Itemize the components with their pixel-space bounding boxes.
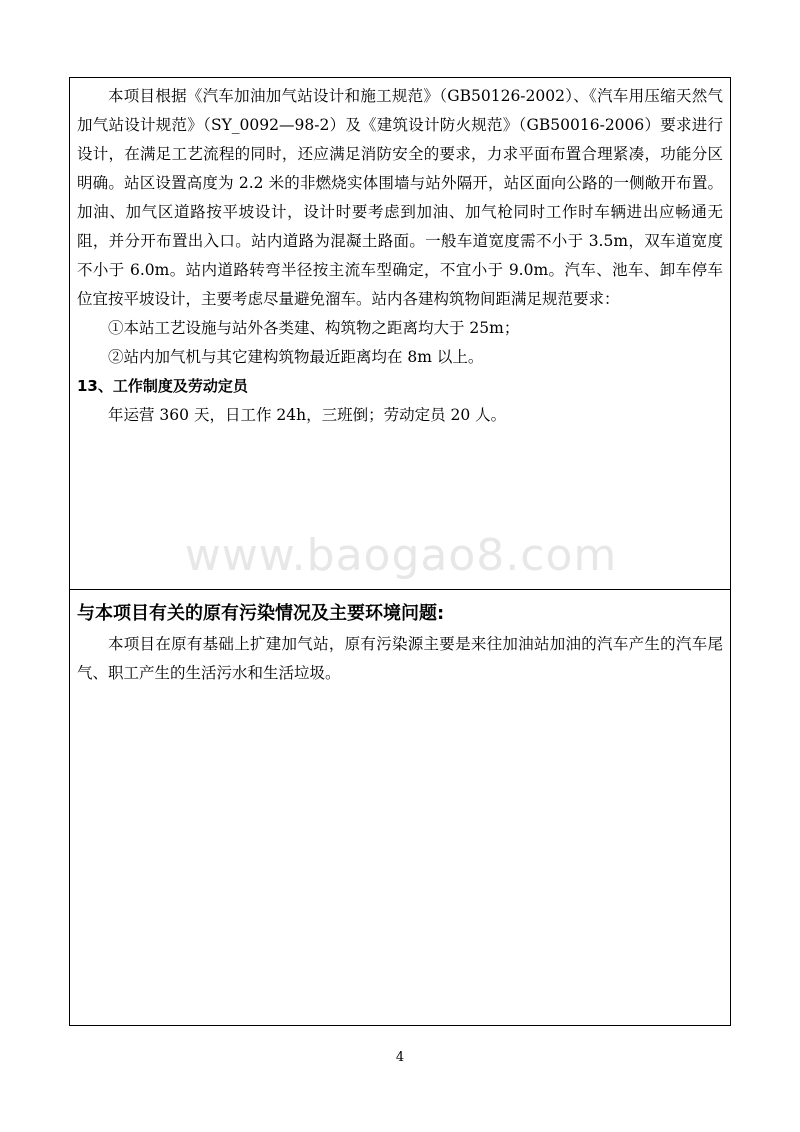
project-layout-cell <box>77 82 723 430</box>
distance-item-2: ②站内加气机与其它建构筑物最近距离均在 8m 以上。 <box>108 348 484 366</box>
section-13-heading: 13、工作制度及劳动定员 <box>77 377 248 395</box>
pollution-section-title: 与本项目有关的原有污染情况及主要环境问题: <box>77 603 445 624</box>
cell-divider <box>70 589 730 590</box>
pollution-paragraph: 本项目在原有基础上扩建加气站，原有污染源主要是来往加油站加油的汽车产生的汽车尾气、职工产生的生活污水和生活垃圾。 <box>77 635 723 682</box>
pollution-cell <box>77 598 723 688</box>
page-number: 4 <box>395 1050 405 1065</box>
distance-item-1: ①本站工艺设施与站外各类建、构筑物之距离均大于 25m； <box>108 319 520 337</box>
report-table <box>69 77 731 1026</box>
watermark: www.baogao8.com <box>184 530 618 581</box>
work-system-paragraph: 年运营 360 天，日工作 24h，三班倒；劳动定员 20 人。 <box>108 406 507 424</box>
layout-paragraph: 本项目根据《汽车加油加气站设计和施工规范》（GB50126-2002）、《汽车用压缩天然气加气站设计规范》（SY_0092—98-2）及《建筑设计防火规范》（GB50016-2006）要求进行设计，在满足工艺流程的同时，还应满足消防安全的要求，力求平面布置合理紧凑，功能分区明确。站区设置高度为 2.2 米的非燃烧实体围墙与站外隔开，站区面向公路的一侧敞开布置。加油、加气区道路按平坡设计，设计时要考虑到加油、加气枪同时工作时车辆进出应畅通无阻，并分开布置出入口。站内道路为混凝土路面。一般车道宽度需不小于 3.5m，双车道宽度不小于 6.0m。站内道路转弯半径按主流车型确定，不宜小于 9.0m。汽车、池车、卸车停车位宜按平坡设计，主要考虑尽量避免溜车。站内各建构筑物间距满足规范要求： <box>77 87 723 308</box>
